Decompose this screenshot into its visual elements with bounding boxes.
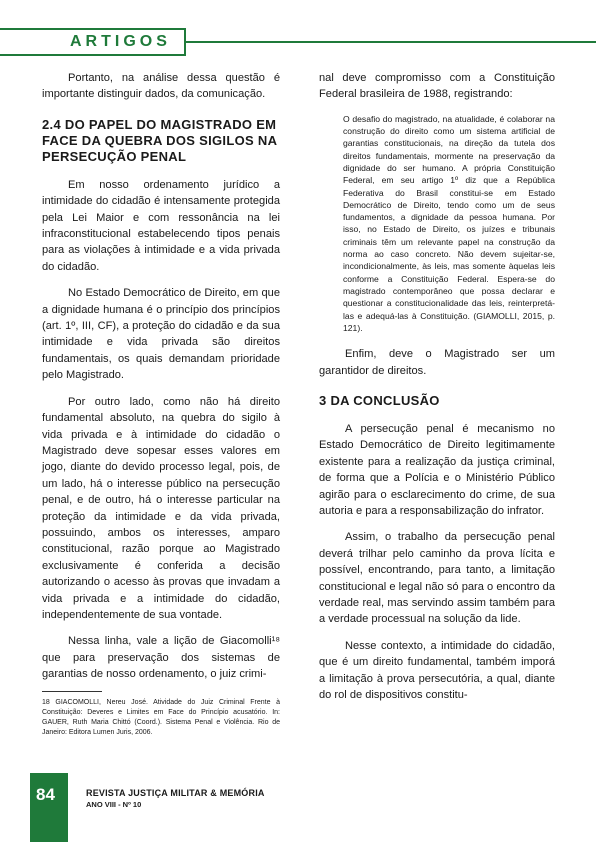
section-heading: 3 DA CONCLUSÃO xyxy=(319,392,440,408)
section-title: ARTIGOS xyxy=(70,33,171,50)
section-tab xyxy=(0,28,186,56)
paragraph: Enfim, deve o Magistrado ser um garantidor de direitos. xyxy=(319,348,555,377)
right-column xyxy=(319,70,555,713)
header-rule xyxy=(186,41,596,43)
footnote-rule xyxy=(42,691,102,692)
paragraph: No Estado Democrático de Direito, em que a dignidade humana é o princípio dos princípios (art. 1º, III, CF), a proteção do cidadão e da sua intimidade e vida privada são direitos fundamentais, os quais demandam prioridade pelo Magistrado. xyxy=(42,287,280,382)
paragraph: Nessa linha, vale a lição de Giacomolli¹⁸ que para preservação dos sistemas de garantias de nosso ordenamento, o juiz crimi- xyxy=(42,635,280,681)
paragraph: A persecução penal é mecanismo no Estado Democrático de Direito legitimamente existente para a realização da justiça criminal, de forma que a Polícia e o Ministério Público agirão para o esclarecimento do crime, de sua autoria e para a responsabilização do infrator. xyxy=(319,422,555,517)
journal-title: REVISTA JUSTIÇA MILITAR & MEMÓRIA xyxy=(86,788,265,798)
paragraph: Em nosso ordenamento jurídico a intimidade do cidadão é intensamente protegida pela Lei Maior e com ressonância na lei infraconstitucional estabelecendo tipos penais para as violações à intimidade e a vida privada do cidadão. xyxy=(42,178,280,273)
paragraph: Assim, o trabalho da persecução penal deverá trilhar pelo caminho da prova lícita e possível, encontrando, para tanto, a limitação constitucional e legal não só para o encontro da verdade real, mas servindo assim também para a verdade processual na solução da lide. xyxy=(319,531,555,626)
page-number: 84 xyxy=(36,785,55,804)
page-number-box xyxy=(30,773,68,842)
footnote: 18 GIACOMOLLI, Nereu José. Atividade do Juiz Criminal Frente à Constituição: Deveres e Limites em Face do Princípio acusatório. In: GAUER, Ruth Maria Chittó (Coord.). Sistema Penal e Violência. Rio de Janeiro: Editora Lumen Juris, 2006. xyxy=(42,699,280,736)
paragraph: Por outro lado, como não há direito fundamental absoluto, na quebra do sigilo à vida privada e à intimidade do cidadão o Magistrado deve sopesar esses valores em jogo, diante do devido processo legal, pois, de um lado, há o interesse público na persecução penal, e de outro, há o interesse particular na proteção da intimidade e da vida privada, possuindo, ambos os interesses, amparo constitucional, razão porque ao Magistrado exclusivamente é conferida a decisão autorizando o acesso às provas que invadam a vida privada e a intimidade do cidadão, independentemente de sua vontade. xyxy=(42,395,280,621)
paragraph: Nesse contexto, a intimidade do cidadão, que é um direito fundamental, também imporá a limitação à prova persecutória, a qual, diante do rol de dispositivos constitu- xyxy=(319,639,555,702)
block-quote: O desafio do magistrado, na atualidade, é colaborar na construção do direito como um sistema artificial de garantias constitucionais, na direção da tutela dos direitos fundamentais, mormente na preservação da dignidade do ser humano. A própria Constituição Federal, em seu artigo 1º diz que a República Federativa do Brasil constitui-se em Estado Democrático de Direito, tendo como um de seus fundamentos, a dignidade da pessoa humana. Por isso, no Estado de Direito, os juízes e tribunais criminais têm um relevante papel na construção da norma ao caso concreto. Não devem sujeitar-se, incondicionalmente, às leis, mas somente àquelas leis conforme a Constituição Federal. Espera-se do magistrado contemporâneo que possa declarar e questionar a constitucionalidade das leis, reinterpretá-las e adequá-las à Constituição. (GIAMOLLI, 2015, p. 121). xyxy=(343,113,555,333)
paragraph: nal deve compromisso com a Constituição Federal brasileira de 1988, registrando: xyxy=(319,72,555,101)
left-column xyxy=(42,70,280,693)
paragraph: Portanto, na análise dessa questão é importante distinguir dados, da comunicação. xyxy=(42,72,280,101)
section-heading: 2.4 DO PAPEL DO MAGISTRADO EM FACE DA QUEBRA DOS SIGILOS NA PERSECUÇÃO PENAL xyxy=(42,116,277,164)
issue-label: ANO VIII - Nº 10 xyxy=(86,800,142,809)
